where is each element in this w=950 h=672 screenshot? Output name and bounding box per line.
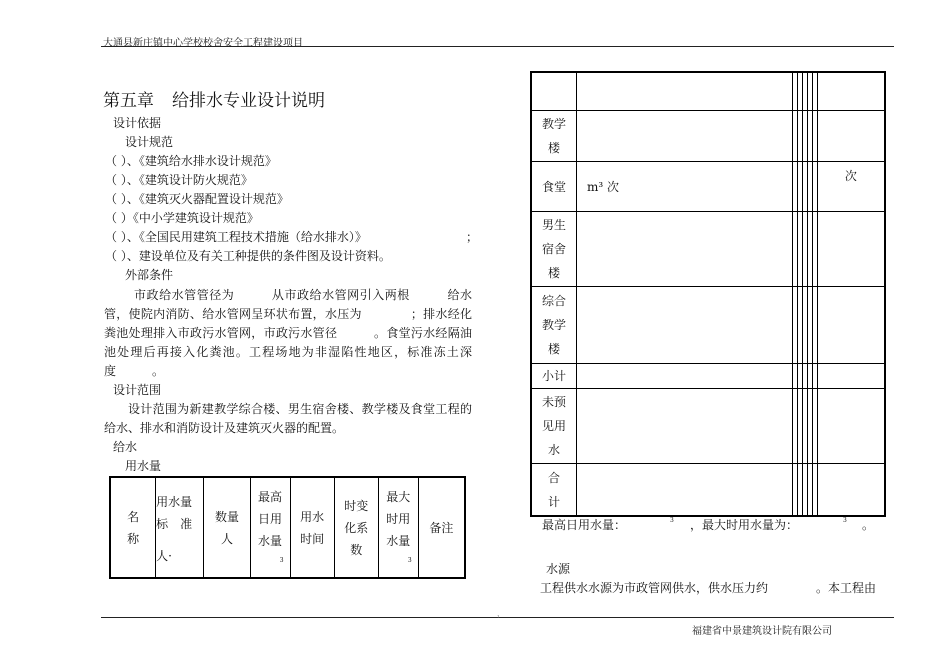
scope-paragraph: 设计范围为新建教学综合楼、男生宿舍楼、教学楼及食堂工程的给水、排水和消防设计及建筑灭火器的配置。: [104, 402, 472, 435]
table-cell: [577, 287, 793, 363]
table-row: [531, 363, 885, 388]
table-header-row: [110, 477, 465, 578]
table-row: [531, 110, 885, 161]
table-cell: [817, 72, 885, 110]
summary-b: ，最大时用水量为：: [690, 518, 799, 532]
table-cell: [817, 363, 885, 388]
table-cell: [577, 212, 793, 287]
summary-a: 最高日用水量：: [542, 518, 627, 532]
table-row: [531, 287, 885, 363]
code-item: （ ）、建设单位及有关工种提供的条件图及设计资料。: [105, 249, 391, 263]
table-cell: [577, 388, 793, 463]
usage-heading: 用水量: [125, 459, 162, 473]
codes-heading: 设计规范: [125, 135, 174, 149]
table-cell: [577, 464, 793, 516]
scope-heading: 设计范围: [113, 383, 162, 397]
table-cell: [577, 363, 793, 388]
code-item: （ ）、《建筑灭火器配置设计规范》: [105, 192, 289, 206]
table-cell: [817, 110, 885, 161]
supply-heading: 给水: [113, 440, 138, 454]
col-std: [156, 477, 204, 578]
row-label: 教学 楼: [531, 110, 577, 161]
table-cell: 次: [817, 161, 885, 211]
water-usage-table: [109, 476, 466, 579]
chapter-title: [103, 86, 325, 111]
col-std-unit: 人·: [156, 548, 172, 563]
col-coef: 时变 化系 数: [334, 477, 378, 578]
row-label: 合 计: [531, 464, 577, 516]
header-project: 大通县新庄镇中心学校校舍安全工程建设项目: [103, 38, 303, 49]
col-std-label: 用水量 标 准: [156, 494, 193, 531]
code-item: （ ）、《建筑设计防火规范》: [105, 173, 253, 187]
table-cell: [817, 212, 885, 287]
col-name: 名 称: [110, 477, 156, 578]
table-cell: m³ 次: [577, 161, 793, 211]
source-paragraph: 工程供水水源为市政管网供水，供水压力约 。本工程由: [540, 581, 877, 595]
table-row: [531, 161, 885, 211]
header-rule: [101, 46, 894, 47]
footer-company: 福建省中景建筑设计院有限公司: [692, 626, 832, 637]
row-label: 食堂: [531, 161, 577, 211]
row-label: 小计: [531, 363, 577, 388]
page-number: 1: [497, 614, 500, 619]
col-max-hourly: [378, 477, 418, 578]
code-item: （ ）、《全国民用建筑工程技术措施（给水排水）》: [105, 230, 367, 244]
row-label: 综合 教学 楼: [531, 287, 577, 363]
code-item: （ ）、《建筑给水排水设计规范》: [105, 154, 277, 168]
table-row: [531, 212, 885, 287]
basis-heading: 设计依据: [113, 116, 162, 130]
summary-max-daily: [542, 518, 626, 532]
table-cell: [817, 287, 885, 363]
row-label: 男生 宿舍 楼: [531, 212, 577, 287]
summary-sup-a: 3: [670, 517, 674, 524]
code-item: （ ）《中小学建筑设计规范》: [105, 211, 259, 225]
chapter-name: 给排水专业设计说明: [172, 91, 325, 111]
table-cell: [577, 110, 793, 161]
table-cell: [817, 388, 885, 463]
col-max-hourly-sup: 3: [407, 556, 412, 564]
water-calc-table: [530, 71, 886, 517]
table-row: [531, 72, 885, 110]
code-item-tail: ；: [466, 230, 479, 244]
table-cell: [817, 464, 885, 516]
row-label: [531, 72, 577, 110]
source-heading: 水源: [546, 562, 571, 576]
table-row: [531, 388, 885, 463]
col-max-daily: [250, 477, 290, 578]
chapter-number: 第五章: [103, 91, 154, 111]
external-heading: 外部条件: [125, 268, 174, 282]
table-cell: [577, 72, 793, 110]
table-row: [531, 464, 885, 516]
col-note: 备注: [418, 477, 465, 578]
row-label: 未预 见用 水: [531, 388, 577, 463]
col-max-daily-label: 最高 日用 水量: [258, 489, 283, 548]
col-hours: 用水 时间: [290, 477, 334, 578]
summary-sup-b: 3: [843, 517, 847, 524]
col-max-daily-sup: 3: [279, 556, 284, 564]
summary-end: 。: [862, 518, 875, 532]
col-max-hourly-label: 最大 时用 水量: [386, 489, 411, 548]
external-paragraph: 市政给水管管径为 从市政给水管网引入两根 给水管，使院内消防、给水管网呈环状布置，水压为 ；排水经化粪池处理排入市政污水管网，市政污水管径 。食堂污水经隔油池处理后再接入化粪池。工程场地为非湿陷性地区，标准冻土深度 。: [104, 288, 472, 378]
col-qty: 数量 人: [204, 477, 250, 578]
